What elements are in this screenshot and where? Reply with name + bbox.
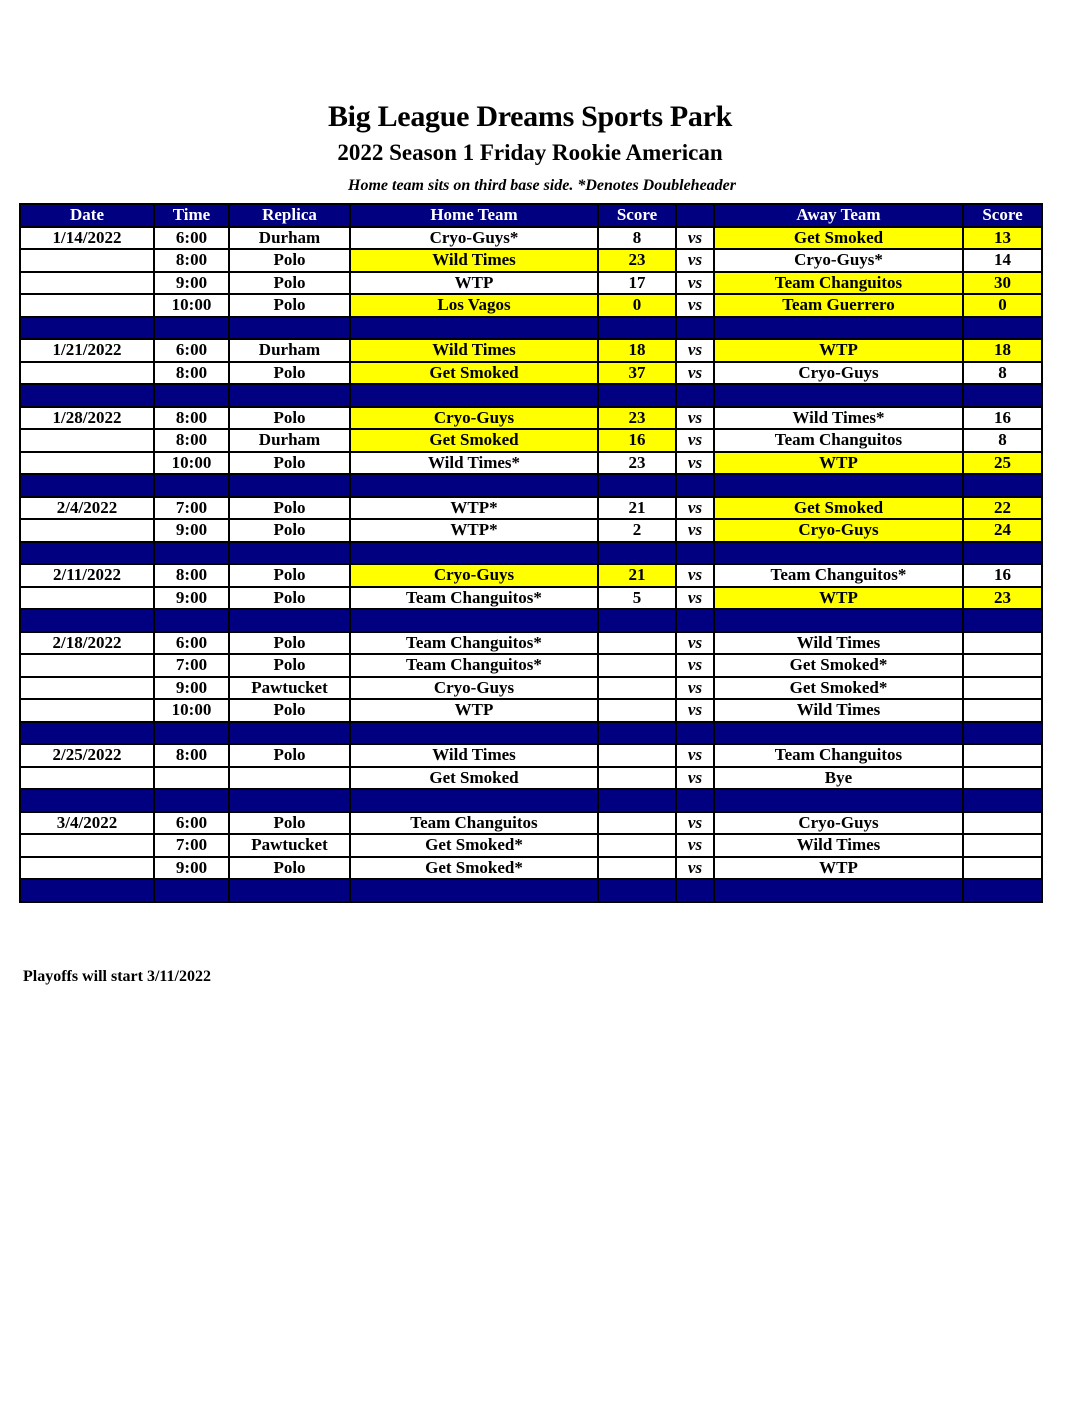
schedule-body — [20, 227, 1042, 902]
vs-label: vs — [676, 407, 714, 430]
game-field: Polo — [229, 362, 350, 385]
home-score: 16 — [598, 429, 676, 452]
game-date — [20, 362, 154, 385]
schedule-note: Home team sits on third base side. *Denotes Doubleheader — [348, 177, 736, 194]
away-team: Get Smoked — [714, 227, 963, 250]
away-score — [963, 834, 1042, 857]
game-row — [20, 812, 1042, 835]
home-team: Wild Times* — [350, 452, 598, 475]
col-header-away-score: Score — [963, 204, 1042, 227]
home-team: Cryo-Guys — [350, 564, 598, 587]
separator-cell — [676, 722, 714, 745]
separator-cell — [963, 317, 1042, 340]
vs-label: vs — [676, 272, 714, 295]
page-title: Big League Dreams Sports Park — [327, 100, 733, 133]
game-date — [20, 272, 154, 295]
game-date — [20, 767, 154, 790]
game-time: 9:00 — [154, 677, 229, 700]
home-team: Cryo-Guys — [350, 407, 598, 430]
home-team: Wild Times — [350, 249, 598, 272]
away-score: 0 — [963, 294, 1042, 317]
away-score — [963, 812, 1042, 835]
game-field: Pawtucket — [229, 677, 350, 700]
game-row — [20, 654, 1042, 677]
separator-cell — [598, 384, 676, 407]
game-time: 9:00 — [154, 519, 229, 542]
separator-cell — [598, 542, 676, 565]
home-score: 5 — [598, 587, 676, 610]
separator-cell — [676, 789, 714, 812]
home-team: Get Smoked — [350, 362, 598, 385]
home-team: Get Smoked — [350, 429, 598, 452]
schedule-table — [19, 203, 1043, 903]
game-field: Polo — [229, 272, 350, 295]
separator-cell — [350, 317, 598, 340]
week-separator-row — [20, 474, 1042, 497]
week-separator-row — [20, 722, 1042, 745]
home-team: WTP — [350, 272, 598, 295]
vs-label: vs — [676, 677, 714, 700]
home-score: 2 — [598, 519, 676, 542]
away-score: 8 — [963, 429, 1042, 452]
away-team: WTP — [714, 339, 963, 362]
game-time: 8:00 — [154, 564, 229, 587]
home-team: Los Vagos — [350, 294, 598, 317]
away-score — [963, 677, 1042, 700]
away-team: Team Changuitos* — [714, 564, 963, 587]
separator-cell — [963, 789, 1042, 812]
game-row — [20, 272, 1042, 295]
game-date — [20, 677, 154, 700]
away-team: Cryo-Guys — [714, 362, 963, 385]
game-row — [20, 564, 1042, 587]
separator-cell — [598, 789, 676, 812]
table-header-row — [20, 204, 1042, 227]
separator-cell — [154, 609, 229, 632]
separator-cell — [598, 474, 676, 497]
game-field: Polo — [229, 452, 350, 475]
separator-cell — [963, 609, 1042, 632]
vs-label: vs — [676, 744, 714, 767]
vs-label: vs — [676, 519, 714, 542]
game-date — [20, 519, 154, 542]
separator-cell — [598, 879, 676, 902]
col-header-vs — [676, 204, 714, 227]
separator-cell — [20, 474, 154, 497]
game-field — [229, 767, 350, 790]
separator-cell — [154, 879, 229, 902]
away-team: Get Smoked* — [714, 654, 963, 677]
game-row — [20, 632, 1042, 655]
game-time: 9:00 — [154, 857, 229, 880]
game-date — [20, 654, 154, 677]
game-field: Polo — [229, 857, 350, 880]
separator-cell — [229, 879, 350, 902]
separator-cell — [350, 879, 598, 902]
separator-cell — [154, 722, 229, 745]
separator-cell — [229, 384, 350, 407]
home-score: 37 — [598, 362, 676, 385]
game-time: 6:00 — [154, 227, 229, 250]
game-field: Polo — [229, 497, 350, 520]
away-score: 14 — [963, 249, 1042, 272]
game-field: Polo — [229, 744, 350, 767]
separator-cell — [963, 722, 1042, 745]
vs-label: vs — [676, 857, 714, 880]
game-date — [20, 857, 154, 880]
game-row — [20, 452, 1042, 475]
home-team: Team Changuitos* — [350, 587, 598, 610]
home-score: 23 — [598, 249, 676, 272]
game-field: Polo — [229, 699, 350, 722]
game-date: 2/11/2022 — [20, 564, 154, 587]
col-header-date: Date — [20, 204, 154, 227]
game-time — [154, 767, 229, 790]
home-team: WTP — [350, 699, 598, 722]
vs-label: vs — [676, 587, 714, 610]
game-time: 10:00 — [154, 294, 229, 317]
game-field: Pawtucket — [229, 834, 350, 857]
separator-cell — [963, 542, 1042, 565]
separator-cell — [963, 879, 1042, 902]
separator-cell — [676, 609, 714, 632]
week-separator-row — [20, 789, 1042, 812]
home-team: Team Changuitos — [350, 812, 598, 835]
vs-label: vs — [676, 227, 714, 250]
separator-cell — [154, 317, 229, 340]
away-score: 23 — [963, 587, 1042, 610]
game-row — [20, 227, 1042, 250]
game-time: 10:00 — [154, 699, 229, 722]
away-score: 18 — [963, 339, 1042, 362]
game-field: Durham — [229, 227, 350, 250]
game-field: Polo — [229, 249, 350, 272]
separator-cell — [350, 722, 598, 745]
vs-label: vs — [676, 834, 714, 857]
separator-cell — [20, 722, 154, 745]
vs-label: vs — [676, 767, 714, 790]
col-header-time: Time — [154, 204, 229, 227]
away-team: WTP — [714, 857, 963, 880]
game-row — [20, 744, 1042, 767]
separator-cell — [20, 542, 154, 565]
home-score — [598, 654, 676, 677]
away-score: 8 — [963, 362, 1042, 385]
home-score — [598, 767, 676, 790]
home-team: Get Smoked* — [350, 834, 598, 857]
separator-cell — [350, 542, 598, 565]
vs-label: vs — [676, 294, 714, 317]
home-score — [598, 857, 676, 880]
game-time: 8:00 — [154, 744, 229, 767]
week-separator-row — [20, 609, 1042, 632]
separator-cell — [714, 789, 963, 812]
separator-cell — [20, 317, 154, 340]
separator-cell — [714, 317, 963, 340]
game-row — [20, 587, 1042, 610]
home-team: Get Smoked* — [350, 857, 598, 880]
separator-cell — [963, 474, 1042, 497]
game-time: 7:00 — [154, 654, 229, 677]
game-row — [20, 362, 1042, 385]
page-subtitle: 2022 Season 1 Friday Rookie American — [337, 140, 723, 165]
away-score — [963, 632, 1042, 655]
vs-label: vs — [676, 497, 714, 520]
separator-cell — [154, 384, 229, 407]
separator-cell — [350, 474, 598, 497]
away-score — [963, 744, 1042, 767]
vs-label: vs — [676, 429, 714, 452]
vs-label: vs — [676, 249, 714, 272]
home-team: Get Smoked — [350, 767, 598, 790]
separator-cell — [154, 542, 229, 565]
separator-cell — [963, 384, 1042, 407]
vs-label: vs — [676, 632, 714, 655]
away-score — [963, 654, 1042, 677]
separator-cell — [229, 317, 350, 340]
game-time: 8:00 — [154, 249, 229, 272]
home-team: WTP* — [350, 497, 598, 520]
game-time: 6:00 — [154, 812, 229, 835]
game-date: 3/4/2022 — [20, 812, 154, 835]
vs-label: vs — [676, 339, 714, 362]
game-field: Polo — [229, 294, 350, 317]
game-date: 2/18/2022 — [20, 632, 154, 655]
game-time: 6:00 — [154, 339, 229, 362]
vs-label: vs — [676, 812, 714, 835]
game-row — [20, 834, 1042, 857]
separator-cell — [229, 474, 350, 497]
game-date — [20, 834, 154, 857]
game-row — [20, 857, 1042, 880]
away-score: 24 — [963, 519, 1042, 542]
home-team: Wild Times — [350, 744, 598, 767]
col-header-replica: Replica — [229, 204, 350, 227]
home-team: Cryo-Guys* — [350, 227, 598, 250]
home-team: Team Changuitos* — [350, 632, 598, 655]
separator-cell — [154, 789, 229, 812]
separator-cell — [229, 789, 350, 812]
home-score: 23 — [598, 407, 676, 430]
away-score: 16 — [963, 407, 1042, 430]
away-score: 13 — [963, 227, 1042, 250]
home-score — [598, 812, 676, 835]
col-header-home-score: Score — [598, 204, 676, 227]
away-team: WTP — [714, 452, 963, 475]
home-score: 21 — [598, 564, 676, 587]
week-separator-row — [20, 384, 1042, 407]
week-separator-row — [20, 317, 1042, 340]
vs-label: vs — [676, 654, 714, 677]
game-row — [20, 497, 1042, 520]
away-team: Cryo-Guys — [714, 519, 963, 542]
game-time: 9:00 — [154, 272, 229, 295]
separator-cell — [714, 474, 963, 497]
game-field: Polo — [229, 587, 350, 610]
away-team: Team Changuitos — [714, 744, 963, 767]
game-time: 7:00 — [154, 834, 229, 857]
game-row — [20, 407, 1042, 430]
away-team: Wild Times — [714, 699, 963, 722]
game-row — [20, 429, 1042, 452]
game-row — [20, 677, 1042, 700]
away-team: Team Changuitos — [714, 272, 963, 295]
game-field: Polo — [229, 812, 350, 835]
away-team: Wild Times* — [714, 407, 963, 430]
game-date: 2/4/2022 — [20, 497, 154, 520]
separator-cell — [229, 542, 350, 565]
separator-cell — [676, 384, 714, 407]
away-team: Team Guerrero — [714, 294, 963, 317]
separator-cell — [20, 609, 154, 632]
game-date: 1/21/2022 — [20, 339, 154, 362]
separator-cell — [676, 474, 714, 497]
separator-cell — [714, 609, 963, 632]
separator-cell — [714, 722, 963, 745]
away-team: Get Smoked* — [714, 677, 963, 700]
vs-label: vs — [676, 564, 714, 587]
separator-cell — [154, 474, 229, 497]
game-date — [20, 429, 154, 452]
home-score: 18 — [598, 339, 676, 362]
home-team: Wild Times — [350, 339, 598, 362]
separator-cell — [229, 609, 350, 632]
separator-cell — [598, 609, 676, 632]
away-score: 22 — [963, 497, 1042, 520]
game-time: 8:00 — [154, 429, 229, 452]
away-score — [963, 767, 1042, 790]
home-score: 23 — [598, 452, 676, 475]
away-team: Get Smoked — [714, 497, 963, 520]
home-score: 21 — [598, 497, 676, 520]
away-team: Wild Times — [714, 632, 963, 655]
game-row — [20, 767, 1042, 790]
home-score: 17 — [598, 272, 676, 295]
vs-label: vs — [676, 362, 714, 385]
game-date: 2/25/2022 — [20, 744, 154, 767]
separator-cell — [714, 384, 963, 407]
away-team: Cryo-Guys* — [714, 249, 963, 272]
home-score — [598, 834, 676, 857]
separator-cell — [20, 879, 154, 902]
game-row — [20, 339, 1042, 362]
away-team: Wild Times — [714, 834, 963, 857]
separator-cell — [676, 879, 714, 902]
col-header-home-team: Home Team — [350, 204, 598, 227]
game-field: Durham — [229, 339, 350, 362]
home-score: 0 — [598, 294, 676, 317]
home-team: Team Changuitos* — [350, 654, 598, 677]
separator-cell — [20, 384, 154, 407]
game-field: Polo — [229, 407, 350, 430]
separator-cell — [598, 722, 676, 745]
separator-cell — [350, 789, 598, 812]
away-score — [963, 857, 1042, 880]
game-time: 10:00 — [154, 452, 229, 475]
week-separator-row — [20, 879, 1042, 902]
game-field: Polo — [229, 632, 350, 655]
home-score — [598, 677, 676, 700]
separator-cell — [229, 722, 350, 745]
away-team: WTP — [714, 587, 963, 610]
away-score — [963, 699, 1042, 722]
game-field: Durham — [229, 429, 350, 452]
separator-cell — [676, 317, 714, 340]
away-team: Bye — [714, 767, 963, 790]
playoffs-note: Playoffs will start 3/11/2022 — [23, 968, 211, 985]
game-date — [20, 249, 154, 272]
home-score — [598, 632, 676, 655]
home-score — [598, 699, 676, 722]
home-score: 8 — [598, 227, 676, 250]
game-row — [20, 699, 1042, 722]
game-date — [20, 452, 154, 475]
game-time: 8:00 — [154, 407, 229, 430]
game-time: 6:00 — [154, 632, 229, 655]
game-time: 9:00 — [154, 587, 229, 610]
away-team: Team Changuitos — [714, 429, 963, 452]
separator-cell — [20, 789, 154, 812]
game-time: 8:00 — [154, 362, 229, 385]
separator-cell — [714, 542, 963, 565]
col-header-away-team: Away Team — [714, 204, 963, 227]
home-team: WTP* — [350, 519, 598, 542]
game-date: 1/14/2022 — [20, 227, 154, 250]
separator-cell — [714, 879, 963, 902]
away-team: Cryo-Guys — [714, 812, 963, 835]
vs-label: vs — [676, 452, 714, 475]
away-score: 25 — [963, 452, 1042, 475]
game-date — [20, 699, 154, 722]
game-row — [20, 249, 1042, 272]
game-date — [20, 587, 154, 610]
game-field: Polo — [229, 564, 350, 587]
game-date: 1/28/2022 — [20, 407, 154, 430]
separator-cell — [350, 384, 598, 407]
vs-label: vs — [676, 699, 714, 722]
game-field: Polo — [229, 654, 350, 677]
week-separator-row — [20, 542, 1042, 565]
game-row — [20, 519, 1042, 542]
home-score — [598, 744, 676, 767]
separator-cell — [598, 317, 676, 340]
away-score: 30 — [963, 272, 1042, 295]
away-score: 16 — [963, 564, 1042, 587]
game-time: 7:00 — [154, 497, 229, 520]
game-row — [20, 294, 1042, 317]
game-field: Polo — [229, 519, 350, 542]
game-date — [20, 294, 154, 317]
separator-cell — [350, 609, 598, 632]
separator-cell — [676, 542, 714, 565]
home-team: Cryo-Guys — [350, 677, 598, 700]
